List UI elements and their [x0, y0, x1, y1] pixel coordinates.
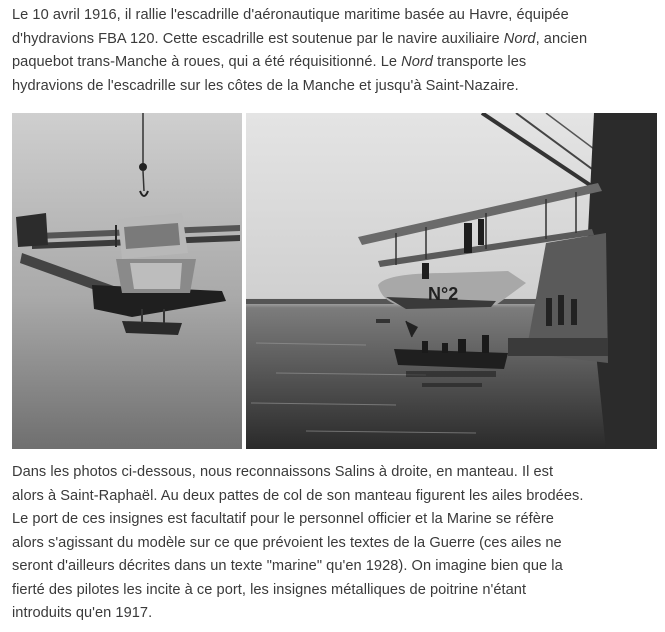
paragraph-intro: [12, 4, 660, 98]
seaplane-hoisted-illustration: [12, 113, 242, 449]
ship-name-italic: Nord: [401, 54, 433, 70]
text-span: paquebot trans-Manche à roues, qui a été réquisitionné. Le: [12, 54, 402, 70]
text-span: , ancien: [535, 30, 588, 47]
text-line: Le 10 avril 1916, il rallie l'escadrille d'aéronautique maritime basée au Havre, équipée: [12, 7, 569, 23]
text-line: [12, 51, 660, 75]
text-line: alors à Saint-Raphaël. Au deux pattes de col de son manteau figurent les ailes brodées.: [12, 487, 584, 504]
photo-seaplane-by-ship: [246, 113, 657, 449]
text-line: Dans les photos ci-dessous, nous reconnaissons Salins à droite, en manteau. Il est: [12, 464, 554, 480]
text-span: d'hydravions FBA 120. Cette escadrille est soutenue par le navire auxiliaire: [12, 30, 504, 47]
paragraph-salins: [12, 461, 660, 626]
seaplane-ship-illustration: [246, 113, 657, 449]
text-line: Le port de ces insignes est facultatif pour le personnel officier et la Marine se réfère: [12, 511, 554, 527]
text-line: hydravions de l'escadrille sur les côtes de la Manche et jusqu'à Saint-Nazaire.: [12, 77, 519, 94]
hull-marking: N°2: [428, 284, 459, 304]
text-line: fierté des pilotes les incite à ce port, les insignes métalliques de poitrine n'étant: [12, 581, 527, 598]
text-span: transporte les: [432, 54, 527, 70]
photo-seaplane-hoisted: [12, 113, 242, 449]
text-line: introduits qu'en 1917.: [12, 605, 153, 621]
ship-name-italic: Nord: [503, 30, 536, 47]
text-line: [12, 28, 660, 52]
text-line: alors s'agissant du modèle sur ce que prévoient les textes de la Guerre (ces ailes ne: [12, 534, 562, 551]
text-line: seront d'ailleurs décrites dans un texte "marine" qu'en 1928). On imagine bien que la: [12, 558, 563, 574]
